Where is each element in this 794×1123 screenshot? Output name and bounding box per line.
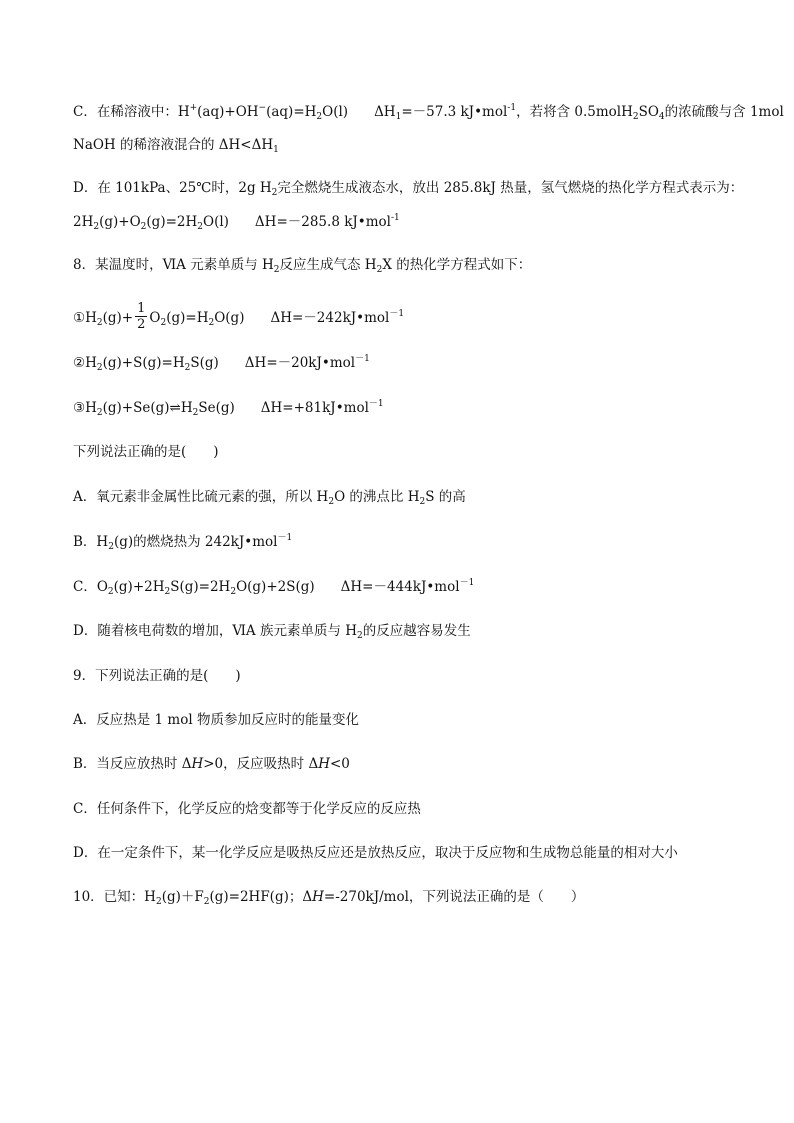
q7-option-d-line1: D．在 101kPa、25℃时，2g $H_2$完全燃烧生成液态水，放出 285.8kJ 热量，氢气燃烧的热化学方程式表示为： — [73, 180, 744, 198]
q9-stem: 9．下列说法正确的是( ) — [73, 668, 241, 684]
q7-option-d-line2: $2H_2(g)+O_2(g)=2H_2O(l)$ ΔH=－285.8 kJ•mol$^{-1}$ — [73, 213, 400, 232]
q9-option-c: C．任何条件下，化学反应的焓变都等于化学反应的反应热 — [73, 801, 421, 817]
q8-option-c: C．$O_2(g)+2H_2S(g)=2H_2O(g)+2S(g)$ ΔH=－444kJ•mol$^{-1}$ — [73, 578, 475, 597]
q7-option-c-line2: NaOH 的稀溶液混合的 $\Delta H<\Delta H_1$ — [73, 137, 279, 155]
q9-option-d: D．在一定条件下，某一化学反应是吸热反应还是放热反应，取决于反应物和生成物总能量的相对大小 — [73, 845, 678, 861]
q8-equation-2: $②H_2(g)+S(g)=H_2S(g)$ ΔH=－20kJ•mol$^{-1}$ — [73, 354, 370, 373]
q10-stem: 10．已知：$H_2(g)+F_2(g)=2HF(g)$；ΔH=-270kJ/mol，下列说法正确的是（ ） — [73, 889, 585, 907]
q9-option-b: B．当反应放热时 ΔH>0，反应吸热时 ΔH<0 — [73, 756, 350, 772]
q9-option-a: A．反应热是 1 mol 物质参加反应时的能量变化 — [73, 712, 359, 728]
q8-option-a: A．氧元素非金属性比硫元素的强，所以 $H_2O$ 的沸点比 $H_2S$ 的高 — [73, 489, 466, 507]
fraction-one-half: $\frac{1}{2}$ — [137, 301, 146, 332]
q8-option-d: D．随着核电荷数的增加，ⅥA 族元素单质与 $H_2$的反应越容易发生 — [73, 623, 471, 641]
q8-question: 下列说法正确的是( ) — [73, 444, 219, 460]
q8-stem: 8．某温度时，ⅥA 元素单质与 $H_2$反应生成气态 $H_2X$ 的热化学方程式如下： — [73, 257, 532, 275]
q8-option-b: B．$H_2(g)$的燃烧热为 242kJ•mol$^{-1}$ — [73, 533, 293, 552]
q8-equation-1: $①H_2(g)+$ $\frac{1}{2}$ $O_2(g)=H_2O(g)$ ΔH=－242kJ•mol$^{-1}$ — [73, 301, 405, 332]
q8-equation-3: $③H_2(g)+Se(g)\rightleftharpoons H_2Se(g)$ ΔH=+81kJ•mol$^{-1}$ — [73, 399, 384, 418]
q7-option-c-line1: C．在稀溶液中：$H^+(aq)+OH^-(aq)=H_2O(l)$ $\Delta H_1=-57.3$ kJ•mol$^{-1}$，若将含 $0.5molH_2SO_4$的浓硫酸与含 1mol — [73, 103, 784, 122]
